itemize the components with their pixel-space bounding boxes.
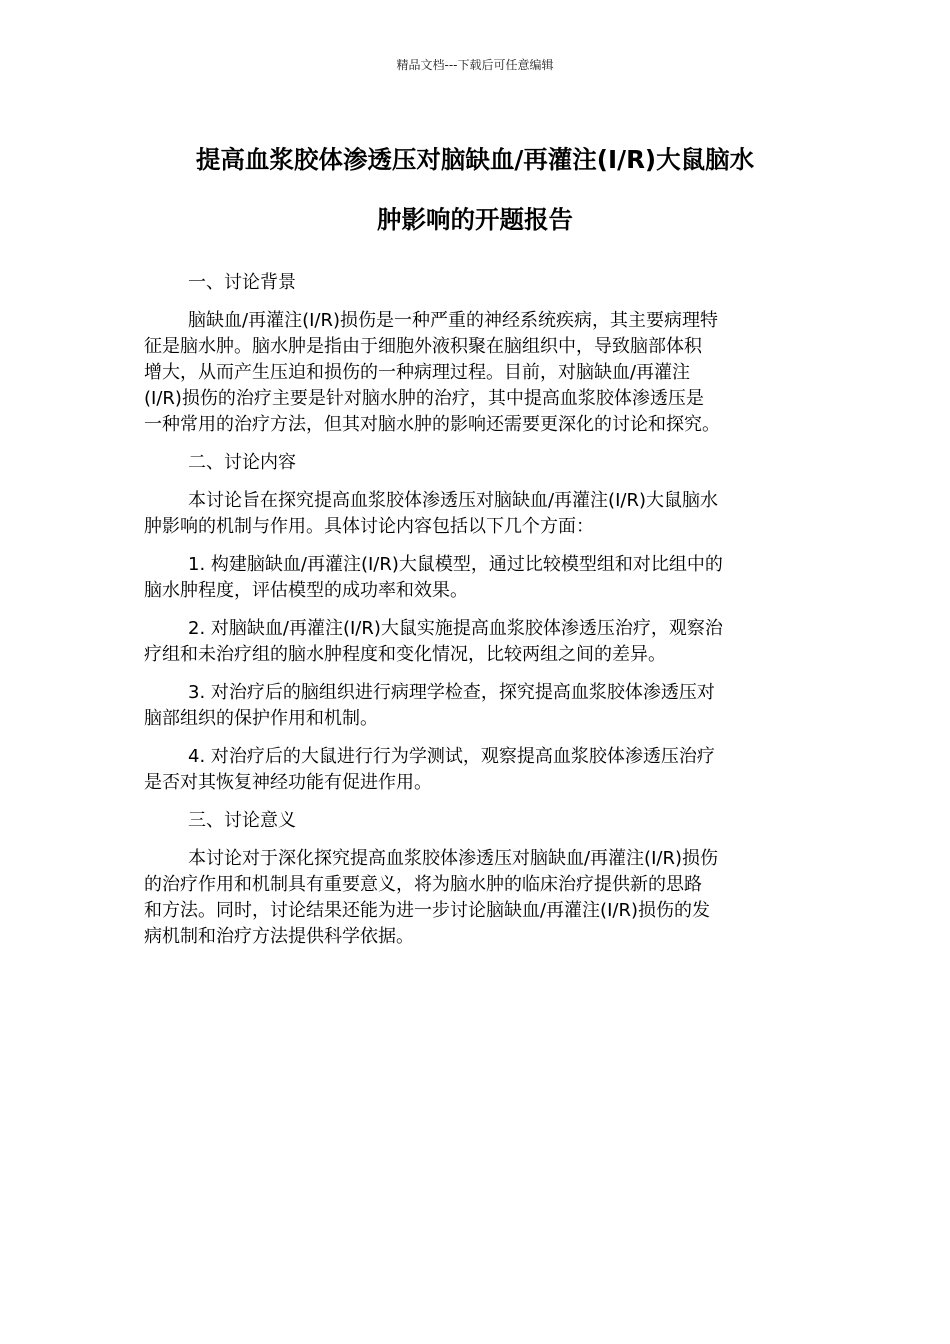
- paragraph: [144, 846, 814, 950]
- list-item: [144, 680, 814, 732]
- title-line-2: 肿影响的开题报告: [377, 205, 573, 234]
- paragraph-line: 一种常用的治疗方法，但其对脑水肿的影响还需要更深化的讨论和探究。: [144, 414, 720, 435]
- paragraph-line: 脑缺血/再灌注(I/R)损伤是一种严重的神经系统疾病，其主要病理特: [188, 310, 718, 331]
- list-item: [144, 552, 814, 604]
- paragraph-line: 和方法。同时，讨论结果还能为进一步讨论脑缺血/再灌注(I/R)损伤的发: [144, 900, 710, 921]
- paragraph-line: 本讨论对于深化探究提高血浆胶体渗透压对脑缺血/再灌注(I/R)损伤: [188, 848, 718, 869]
- paragraph-line: 的治疗作用和机制具有重要意义，将为脑水肿的临床治疗提供新的思路: [144, 874, 702, 895]
- paragraph-line: 肿影响的机制与作用。具体讨论内容包括以下几个方面：: [144, 516, 594, 537]
- paragraph-line: 1. 构建脑缺血/再灌注(I/R)大鼠模型，通过比较模型组和对比组中的: [188, 554, 723, 575]
- section-heading-background: 一、讨论背景: [188, 272, 296, 293]
- paragraph-line: 是否对其恢复神经功能有促进作用。: [144, 772, 432, 793]
- document-title: [140, 130, 810, 250]
- paragraph: [144, 488, 814, 540]
- paragraph-line: 征是脑水肿。脑水肿是指由于细胞外液积聚在脑组织中，导致脑部体积: [144, 336, 702, 357]
- paragraph-line: (I/R)损伤的治疗主要是针对脑水肿的治疗，其中提高血浆胶体渗透压是: [144, 388, 704, 409]
- title-line-1: 提高血浆胶体渗透压对脑缺血/再灌注(I/R)大鼠脑水: [195, 145, 755, 174]
- list-item: [144, 616, 814, 668]
- page-header: 精品文档---下载后可任意编辑: [396, 58, 554, 72]
- paragraph-line: 2. 对脑缺血/再灌注(I/R)大鼠实施提高血浆胶体渗透压治疗，观察治: [188, 618, 723, 639]
- paragraph-line: 3. 对治疗后的脑组织进行病理学检查，探究提高血浆胶体渗透压对: [188, 682, 715, 703]
- list-item: [144, 744, 814, 796]
- paragraph-line: 脑部组织的保护作用和机制。: [144, 708, 378, 729]
- paragraph-line: 病机制和治疗方法提供科学依据。: [144, 926, 414, 947]
- paragraph-line: 脑水肿程度，评估模型的成功率和效果。: [144, 580, 468, 601]
- paragraph-line: 疗组和未治疗组的脑水肿程度和变化情况，比较两组之间的差异。: [144, 644, 666, 665]
- paragraph-line: 本讨论旨在探究提高血浆胶体渗透压对脑缺血/再灌注(I/R)大鼠脑水: [188, 490, 718, 511]
- section-heading-content: 二、讨论内容: [188, 452, 296, 473]
- paragraph-line: 增大，从而产生压迫和损伤的一种病理过程。目前，对脑缺血/再灌注: [144, 362, 691, 383]
- document-body: [144, 270, 814, 962]
- paragraph-line: 4. 对治疗后的大鼠进行行为学测试，观察提高血浆胶体渗透压治疗: [188, 746, 715, 767]
- paragraph: [144, 308, 814, 438]
- section-heading-significance: 三、讨论意义: [188, 810, 296, 831]
